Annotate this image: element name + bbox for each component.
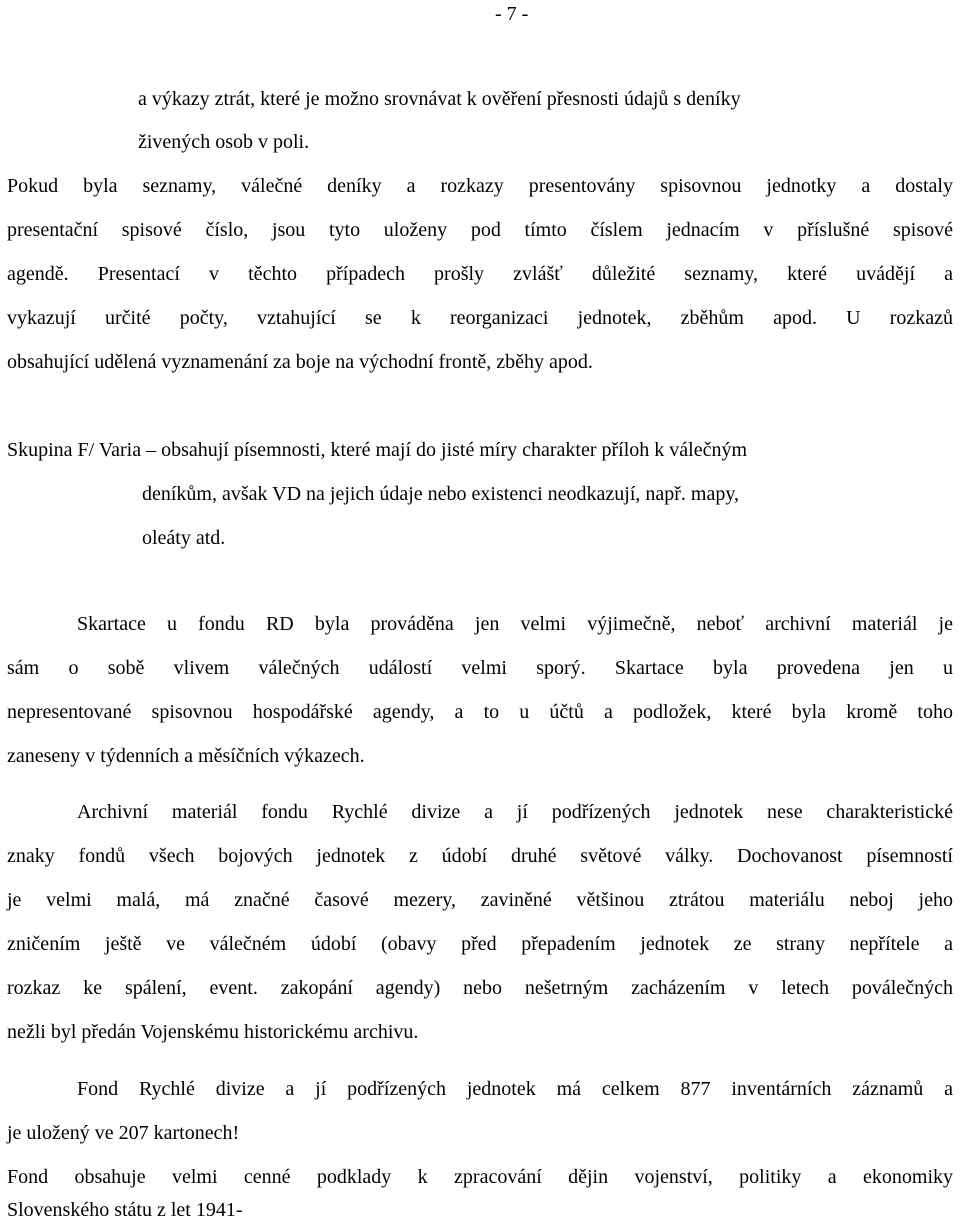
paragraph-line: Skupina F/ Varia – obsahují písemnosti, které mají do jisté míry charakter příloh k válečným xyxy=(7,439,748,461)
paragraph-line: obsahující udělená vyznamenání za boje na východní frontě, zběhy apod. xyxy=(7,351,593,373)
paragraph-line: Archivní materiál fondu Rychlé divize a jí podřízených jednotek nese charakteristické xyxy=(77,801,953,823)
paragraph-line: je velmi malá, má značné časové mezery, zaviněné většinou ztrátou materiálu neboj jeho xyxy=(7,889,953,911)
paragraph-line: nežli byl předán Vojenskému historickému archivu. xyxy=(7,1021,419,1043)
paragraph-line: Fond obsahuje velmi cenné podklady k zpracování dějin vojenství, politiky a ekonomiky xyxy=(7,1166,953,1188)
paragraph-line: presentační spisové číslo, jsou tyto uloženy pod tímto číslem jednacím v příslušné spisové xyxy=(7,219,953,241)
paragraph-line: a výkazy ztrát, které je možno srovnávat k ověření přesnosti údajů s deníky xyxy=(138,88,741,110)
paragraph-line: Pokud byla seznamy, válečné deníky a rozkazy presentovány spisovnou jednotky a dostaly xyxy=(7,175,953,197)
page-number: - 7 - xyxy=(495,3,529,25)
paragraph-line: živených osob v poli. xyxy=(138,131,310,153)
paragraph-line: Fond Rychlé divize a jí podřízených jednotek má celkem 877 inventárních záznamů a xyxy=(77,1078,953,1100)
paragraph-line: vykazují určité počty, vztahující se k reorganizaci jednotek, zběhům apod. U rozkazů xyxy=(7,307,953,329)
paragraph-line: Skartace u fondu RD byla prováděna jen velmi výjimečně, neboť archivní materiál je xyxy=(77,613,953,635)
paragraph-line: oleáty atd. xyxy=(142,527,226,549)
paragraph-line: Slovenského státu z let 1941- xyxy=(7,1199,243,1221)
paragraph-line: zničením ještě ve válečném údobí (obavy před přepadením jednotek ze strany nepřítele a xyxy=(7,933,953,955)
paragraph-line: agendě. Presentací v těchto případech prošly zvlášť důležité seznamy, které uvádějí a xyxy=(7,263,953,285)
paragraph-line: sám o sobě vlivem válečných událostí velmi sporý. Skartace byla provedena jen u xyxy=(7,657,953,679)
paragraph-line: zaneseny v týdenních a měsíčních výkazech. xyxy=(7,745,365,767)
paragraph-line: rozkaz ke spálení, event. zakopání agendy) nebo nešetrným zacházením v letech poválečných xyxy=(7,977,953,999)
paragraph-line: nepresentované spisovnou hospodářské agendy, a to u účtů a podložek, které byla kromě toho xyxy=(7,701,953,723)
paragraph-line: znaky fondů všech bojových jednotek z údobí druhé světové války. Dochovanost písemností xyxy=(7,845,953,867)
paragraph-line: je uložený ve 207 kartonech! xyxy=(7,1122,240,1144)
paragraph-line: deníkům, avšak VD na jejich údaje nebo existenci neodkazují, např. mapy, xyxy=(142,483,740,505)
